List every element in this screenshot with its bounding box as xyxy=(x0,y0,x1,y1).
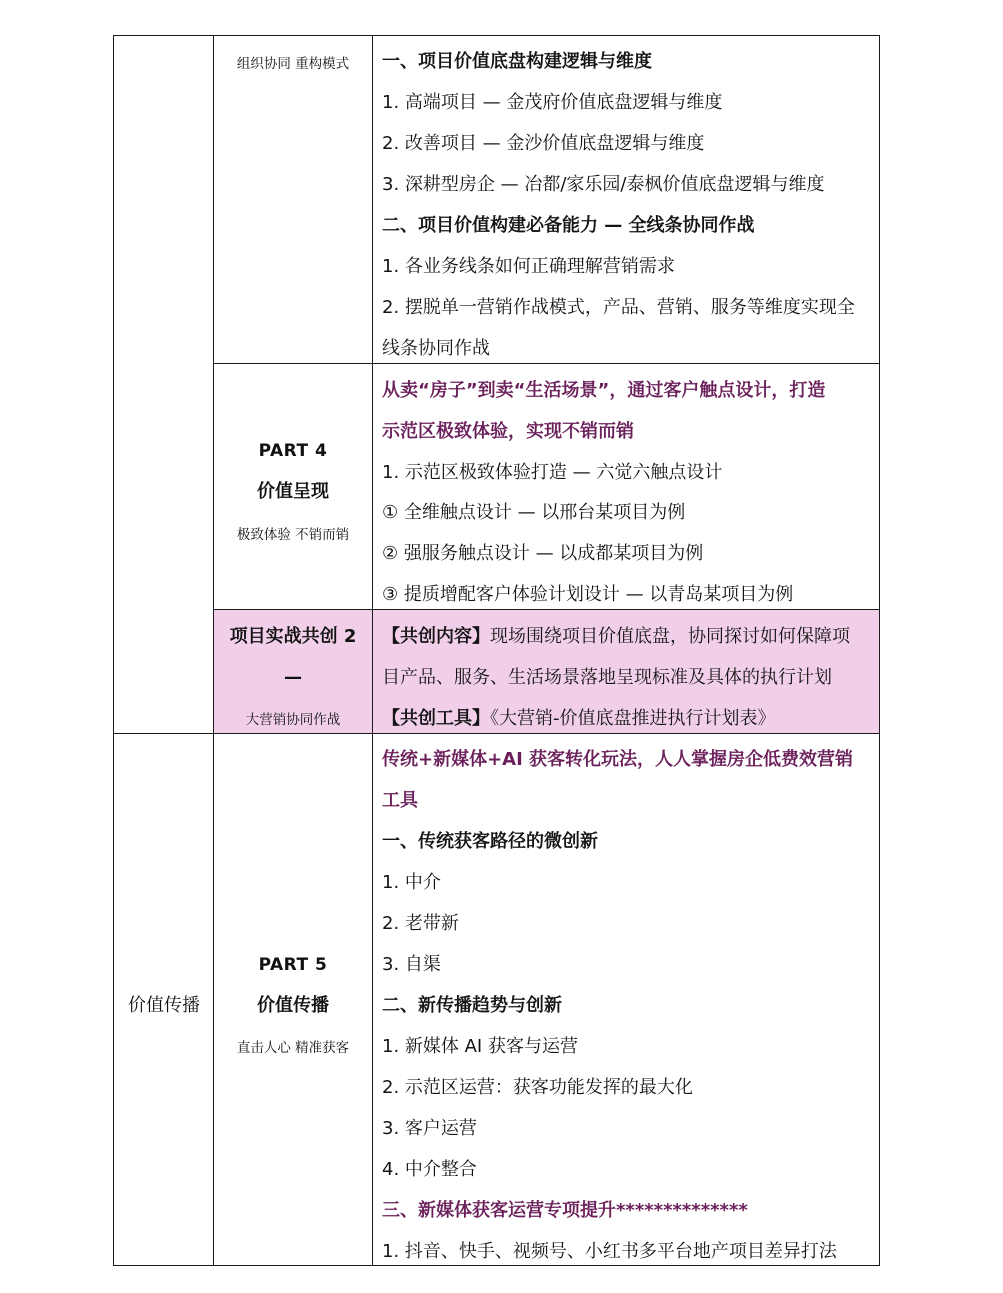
row1-line: 二、项目价值构建必备能力 — 全线条协同作战 xyxy=(382,215,755,236)
row4-line: 传统+新媒体+AI 获客转化玩法，人人掌握房企低费效营销 xyxy=(382,749,854,770)
row4-line: 1. 中介 xyxy=(382,872,441,893)
row4-line: 3. 客户运营 xyxy=(382,1118,477,1139)
row4-line: 三、新媒体获客运营专项提升************** xyxy=(382,1200,748,1221)
row2-line: 从卖“房子”到卖“生活场景”，通过客户触点设计，打造 xyxy=(382,380,826,401)
row-divider xyxy=(113,733,880,734)
row2-subtitle: 极致体验 不销而销 xyxy=(236,527,350,543)
row1-subtitle: 组织协同 重构模式 xyxy=(236,56,350,72)
table-border-left xyxy=(113,35,114,1266)
row4-line: 1. 抖音、快手、视频号、小红书多平台地产项目差异打法 xyxy=(382,1241,837,1262)
row2-title: 价值呈现 xyxy=(257,481,329,502)
row2-line: ③ 提质增配客户体验计划设计 — 以青岛某项目为例 xyxy=(382,584,794,605)
row4-line: 2. 示范区运营：获客功能发挥的最大化 xyxy=(382,1077,693,1098)
row4-part-label: PART 5 xyxy=(258,955,328,975)
row3-title: 项目实战共创 2 xyxy=(229,626,357,647)
row-divider xyxy=(213,363,880,364)
row3-line xyxy=(382,708,776,730)
row4-line: 二、新传播趋势与创新 xyxy=(382,995,562,1016)
row2-line: 1. 示范区极致体验打造 — 六觉六触点设计 xyxy=(382,462,723,483)
row1-line: 2. 改善项目 — 金沙价值底盘逻辑与维度 xyxy=(382,133,705,154)
row4-title: 价值传播 xyxy=(257,995,329,1016)
table-col-divider-1 xyxy=(213,35,214,1266)
row1-line: 2. 摆脱单一营销作战模式，产品、营销、服务等维度实现全 xyxy=(382,297,855,318)
row3-subtitle: 大营销协同作战 xyxy=(245,712,341,728)
row4-line: 3. 自渠 xyxy=(382,954,441,975)
row1-line: 一、项目价值底盘构建逻辑与维度 xyxy=(382,51,652,72)
row3-tool-head: 【共创工具】 xyxy=(382,708,490,729)
row2-part-label: PART 4 xyxy=(258,441,328,461)
row1-line: 3. 深耕型房企 — 冶都/家乐园/泰枫价值底盘逻辑与维度 xyxy=(382,174,825,195)
table-border-bottom xyxy=(113,1265,880,1266)
row3-content-text: 现场围绕项目价值底盘，协同探讨如何保障项 xyxy=(490,626,850,647)
table-border-top xyxy=(113,35,880,36)
row4-line: 一、传统获客路径的微创新 xyxy=(382,831,598,852)
row4-line: 工具 xyxy=(382,790,418,811)
table-border-right xyxy=(879,35,880,1266)
row4-line: 2. 老带新 xyxy=(382,913,459,934)
row3-line: 目产品、服务、生活场景落地呈现标准及具体的执行计划 xyxy=(382,667,832,688)
row2-line: ② 强服务触点设计 — 以成都某项目为例 xyxy=(382,543,704,564)
table-col-divider-2 xyxy=(372,35,373,1266)
row3-content-head: 【共创内容】 xyxy=(382,626,490,647)
row4-category: 价值传播 xyxy=(128,995,200,1016)
row4-subtitle: 直击人心 精准获客 xyxy=(236,1040,350,1056)
row3-dash: — xyxy=(284,667,302,688)
row4-line: 1. 新媒体 AI 获客与运营 xyxy=(382,1036,578,1057)
row2-line: ① 全维触点设计 — 以邢台某项目为例 xyxy=(382,502,686,523)
row3-tool-text: 《大营销-价值底盘推进执行计划表》 xyxy=(490,708,776,729)
row1-line: 线条协同作战 xyxy=(382,338,490,359)
row1-line: 1. 高端项目 — 金茂府价值底盘逻辑与维度 xyxy=(382,92,723,113)
row4-line: 4. 中介整合 xyxy=(382,1159,477,1180)
row2-line: 示范区极致体验，实现不销而销 xyxy=(382,421,634,442)
row-divider xyxy=(213,609,880,610)
row1-line: 1. 各业务线条如何正确理解营销需求 xyxy=(382,256,675,277)
row3-line xyxy=(382,626,850,648)
